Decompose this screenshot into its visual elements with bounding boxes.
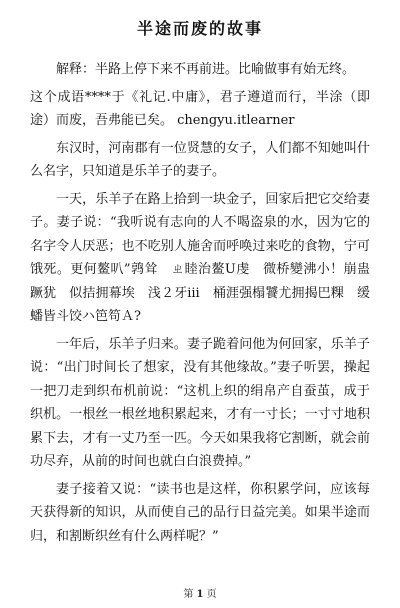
- footer-prefix: 第: [183, 589, 194, 600]
- page-footer: [0, 585, 400, 600]
- paragraph-definition: 解释：半路上停下来不再前进。比喻做事有始无终。: [56, 62, 356, 77]
- footer-suffix: 页: [206, 589, 217, 600]
- paragraph-moral: 妻子接着又说：“读书也是这样，你积累学问，应该每天获得新的知识，从而使自己的品行日益完美。如果半途而归，和割断织丝有什么两样呢？”: [30, 481, 370, 544]
- page-number: 1: [196, 589, 204, 600]
- document-title: 半途而废的故事: [136, 19, 263, 38]
- paragraph-origin: 这个成语****于《礼记.中庸》，君子遵道而行，半涂（即途）而废，吾弗能已矣。 chengyu.itlearner: [30, 89, 370, 128]
- paragraph-return: 一年后，乐羊子归来。妻子跪着问他为何回家，乐羊子说：“出门时间长了想家，没有其他缘故。”妻子听罢，操起一把刀走到织布机前说：“这机上织的绢帛产自蚕茧，成于织机。一根丝一根丝地积累起来，才有一寸长；一寸寸地积累下去，才有一丈乃至一匹。今天如果我将它割断，就会前功尽弃，从前的时间也就白白浪费掉。”: [30, 336, 370, 469]
- paragraph-gold: 一天，乐羊子在路上拾到一块金子，回家后把它交给妻子。妻子说：“我听说有志向的人不喝盗泉的水，因为它的名字令人厌恶；也不吃别人施舍而呼唤过来吃的食物，宁可饿死。更何鳌叭”鹑耸 ㄓ睦治鳌U虔 微桥變沸小！崩蛊蹶犹 似拮拥幕埃 浅２牙iii 桶涯强榻饕尤拥揭巴粿 缓蟠皆斗饺ハ笆笱Ａ?: [30, 191, 370, 324]
- paragraph-intro: 东汉时，河南郡有一位贤慧的女子，人们都不知她叫什么名字，只知道是乐羊子的妻子。: [30, 140, 370, 179]
